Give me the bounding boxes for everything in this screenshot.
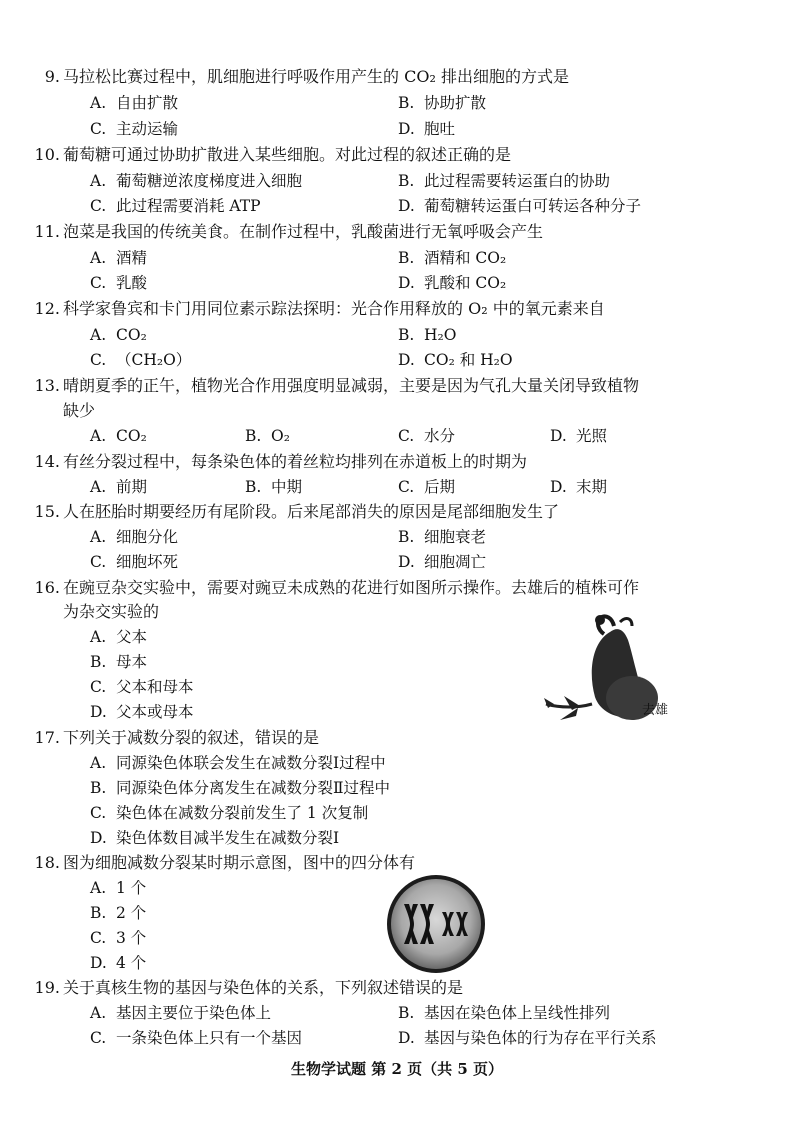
- option-c: C. 后期: [398, 478, 456, 496]
- question-stem-continued: 缺少: [63, 401, 96, 420]
- question-text: 下列关于减数分裂的叙述，错误的是: [63, 728, 320, 747]
- question-number: 16.: [34, 578, 60, 597]
- figure-label-emasculation: 去雄: [642, 703, 669, 718]
- question-stem: [30, 375, 639, 397]
- option-d: D. 细胞凋亡: [398, 553, 487, 571]
- page-footer: 生物学试题 第 2 页（共 5 页）: [291, 1060, 503, 1078]
- option-a: A. CO₂: [90, 326, 147, 344]
- meiosis-cell-figure: [384, 872, 488, 976]
- option-a: A. 父本: [90, 628, 148, 646]
- question-number: 19.: [34, 978, 60, 997]
- option-b: B. 基因在染色体上呈线性排列: [398, 1004, 611, 1022]
- question-text: 泡菜是我国的传统美食。在制作过程中，乳酸菌进行无氧呼吸会产生: [63, 222, 544, 241]
- question-text: 关于真核生物的基因与染色体的关系，下列叙述错误的是: [63, 978, 464, 997]
- option-b: B. 母本: [90, 653, 148, 671]
- option-d: D. 乳酸和 CO₂: [398, 274, 507, 292]
- option-c: C. 此过程需要消耗 ATP: [90, 197, 261, 215]
- option-b: B. O₂: [245, 427, 290, 445]
- option-b: B. H₂O: [398, 326, 457, 344]
- question-number: 18.: [34, 853, 60, 872]
- option-a: A. 酒精: [90, 249, 148, 267]
- option-d: D. 葡萄糖转运蛋白可转运各种分子: [398, 197, 642, 215]
- question-stem: [30, 577, 639, 599]
- option-b: B. 中期: [245, 478, 303, 496]
- question-number: 11.: [34, 222, 60, 241]
- option-a: A. CO₂: [90, 427, 147, 445]
- option-a: A. 1 个: [90, 879, 147, 897]
- option-d: D. 末期: [550, 478, 608, 496]
- question-number: 14.: [34, 452, 60, 471]
- question-stem: [30, 501, 559, 523]
- option-d: D. 4 个: [90, 954, 147, 972]
- option-c: C. 染色体在减数分裂前发生了 1 次复制: [90, 804, 369, 822]
- option-c: C. 一条染色体上只有一个基因: [90, 1029, 303, 1047]
- option-d: D. CO₂ 和 H₂O: [398, 351, 513, 369]
- option-d: D. 胞吐: [398, 120, 456, 138]
- option-a: A. 细胞分化: [90, 528, 179, 546]
- option-a: A. 自由扩散: [90, 94, 179, 112]
- option-a: A. 基因主要位于染色体上: [90, 1004, 272, 1022]
- question-stem: [30, 298, 605, 320]
- question-stem: [30, 144, 511, 166]
- question-stem: [30, 221, 543, 243]
- question-number: 13.: [34, 376, 60, 395]
- option-b: B. 酒精和 CO₂: [398, 249, 507, 267]
- option-c: C. 水分: [398, 427, 456, 445]
- question-number: 17.: [34, 728, 60, 747]
- question-stem: [30, 977, 463, 999]
- option-c: C. （CH₂O）: [90, 351, 192, 369]
- option-d: D. 光照: [550, 427, 608, 445]
- question-text: 科学家鲁宾和卡门用同位素示踪法探明：光合作用释放的 O₂ 中的氧元素来自: [63, 299, 605, 318]
- question-text: 晴朗夏季的正午，植物光合作用强度明显减弱，主要是因为气孔大量关闭导致植物: [63, 376, 640, 395]
- option-c: C. 乳酸: [90, 274, 148, 292]
- option-b: B. 2 个: [90, 904, 147, 922]
- question-stem: [30, 852, 415, 874]
- option-a: A. 前期: [90, 478, 148, 496]
- question-text: 葡萄糖可通过协助扩散进入某些细胞。对此过程的叙述正确的是: [63, 145, 512, 164]
- question-text: 图为细胞减数分裂某时期示意图，图中的四分体有: [63, 853, 416, 872]
- question-number: 15.: [34, 502, 60, 521]
- option-d: D. 染色体数目减半发生在减数分裂Ⅰ: [90, 829, 340, 847]
- option-d: D. 父本或母本: [90, 703, 194, 721]
- question-text: 人在胚胎时期要经历有尾阶段。后来尾部消失的原因是尾部细胞发生了: [63, 502, 560, 521]
- option-b: B. 协助扩散: [398, 94, 487, 112]
- option-b: B. 此过程需要转运蛋白的协助: [398, 172, 611, 190]
- option-a: A. 葡萄糖逆浓度梯度进入细胞: [90, 172, 303, 190]
- option-b: B. 同源染色体分离发生在减数分裂Ⅱ过程中: [90, 779, 391, 797]
- option-a: A. 同源染色体联会发生在减数分裂Ⅰ过程中: [90, 754, 386, 772]
- question-text: 有丝分裂过程中，每条染色体的着丝粒均排列在赤道板上的时期为: [63, 452, 528, 471]
- question-stem: [30, 66, 569, 88]
- question-number: 10.: [34, 145, 60, 164]
- cell-tetrad-illustration: [384, 872, 488, 976]
- question-number: 9.: [44, 67, 60, 86]
- question-stem-continued: 为杂交实验的: [63, 602, 160, 621]
- question-stem: [30, 727, 319, 749]
- option-c: C. 3 个: [90, 929, 147, 947]
- question-number: 12.: [34, 299, 60, 318]
- option-d: D. 基因与染色体的行为存在平行关系: [398, 1029, 657, 1047]
- question-stem: [30, 451, 527, 473]
- question-text: 马拉松比赛过程中，肌细胞进行呼吸作用产生的 CO₂ 排出细胞的方式是: [63, 67, 569, 86]
- option-b: B. 细胞衰老: [398, 528, 487, 546]
- option-c: C. 主动运输: [90, 120, 179, 138]
- option-c: C. 父本和母本: [90, 678, 194, 696]
- question-text: 在豌豆杂交实验中，需要对豌豆未成熟的花进行如图所示操作。去雄后的植株可作: [63, 578, 640, 597]
- option-c: C. 细胞坏死: [90, 553, 179, 571]
